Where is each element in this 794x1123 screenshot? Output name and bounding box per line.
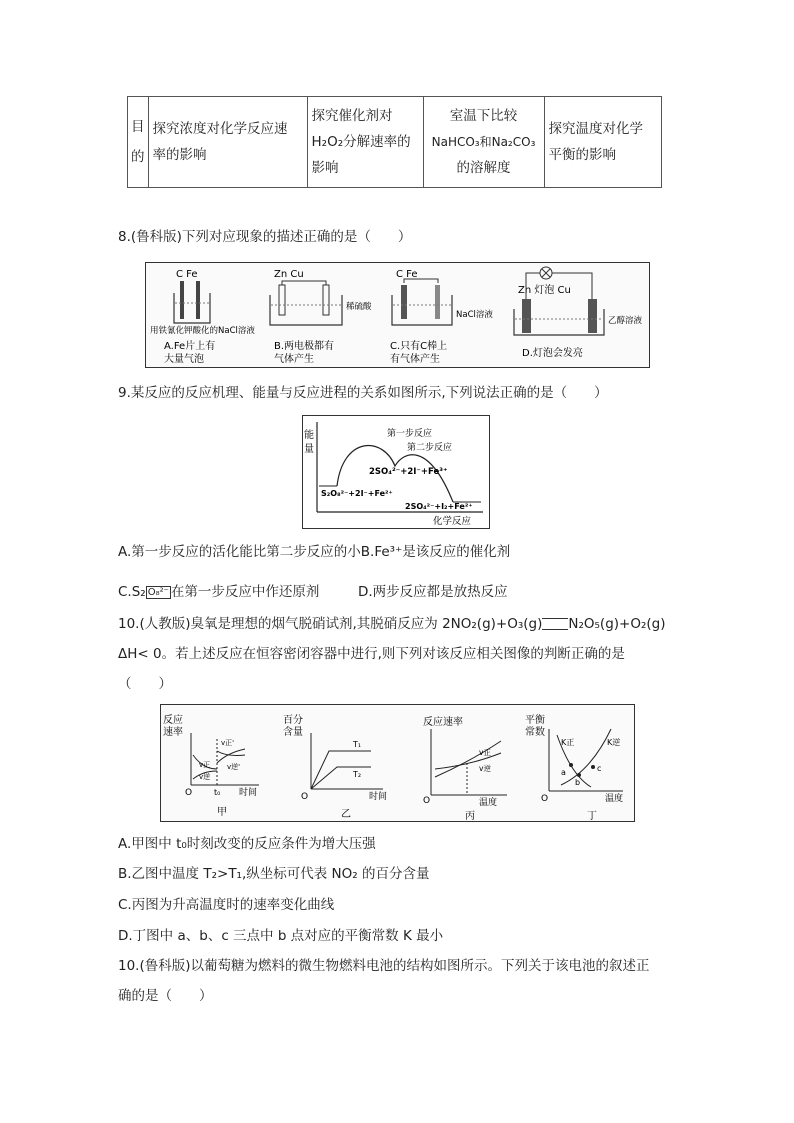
equilibrium-arrow-icon [542,618,568,630]
q9-energy-diagram [303,416,489,528]
x-label: 化学反应 [433,516,472,527]
cell-text: 探究温度对化学 [548,121,643,137]
q9-option-c [118,580,508,600]
ding-y2: 常数 [525,727,545,738]
c-caption-2: 有气体产生 [390,354,440,365]
bing-vn: v逆 [479,764,491,773]
a-caption-1: A.Fe片上有 [164,341,216,352]
ding-c: c [597,764,602,773]
q10-line-3: （ ） [118,676,172,692]
row-head: 目的 [128,97,149,188]
jia-vz1: v正' [221,739,235,747]
y-label-2: 量 [304,444,314,455]
cell-catalyst [307,97,423,188]
bing-vz: v正 [479,748,491,757]
yi-y2: 含量 [283,727,303,738]
ding-kn: K逆 [607,738,621,747]
q9-figure [302,415,490,529]
question-9-stem: 9.某反应的反应机理、能量与反应进程的关系如图所示,下列说法正确的是（ ） [118,385,608,401]
a-electrodes-label: C Fe [176,269,198,280]
yi-t1: T₁ [353,740,362,749]
q10-option-b: B.乙图中温度 T₂>T₁,纵坐标可代表 NO₂ 的百分含量 [118,866,430,882]
cell-text: 平衡的影响 [548,147,616,163]
y-label-1: 能 [304,430,314,441]
ding-a: a [561,768,566,777]
q10-option-a: A.甲图中 t₀时刻改变的反应条件为增大压强 [118,836,376,852]
a-caption-2: 大量气泡 [164,354,204,365]
goal-table [127,96,662,188]
jia-o: O [185,788,193,798]
question-11-line-2: 确的是（ ） [118,988,213,1004]
cell-text: 探究浓度对化学反应速 [152,121,288,137]
bing-x: 温度 [479,798,498,808]
d-caption: D.灯泡会发亮 [522,348,583,359]
jia-y1: 反应 [163,715,183,726]
yi-t2: T₂ [353,770,362,779]
jia-vz2: v逆' [227,763,241,771]
c-electrodes-label: C Fe [396,269,418,280]
cell-concentration [148,97,307,188]
jia-name: 甲 [217,807,227,818]
q10-line-2: ΔH< 0。若上述反应在恒容密闭容器中进行,则下列对该反应相关图像的判断正确的是 [118,646,625,662]
cell-text: NaHCO₃和Na₂CO₃ [431,135,536,149]
b-electrodes-label: Zn Cu [274,269,304,280]
step1-label: 第一步反应 [387,429,433,439]
c-solution-label: NaCl溶液 [456,310,493,320]
q9-option-a: A.第一步反应的活化能比第二步反应的小B.Fe³⁺是该反应的催化剂 [118,544,511,560]
b-solution-label: 稀硫酸 [346,302,372,312]
b-caption-2: 气体产生 [274,354,314,365]
cell-text: H₂O₂分解速率的 [311,134,411,150]
question-8-stem: 8.(鲁科版)下列对应现象的描述正确的是（ ） [118,229,412,245]
cell-text: 探究催化剂对 [311,108,393,124]
question-10-stem [118,613,665,635]
step2-label: 第二步反应 [407,443,453,453]
q10-option-d: D.丁图中 a、b、c 三点中 b 点对应的平衡常数 K 最小 [118,928,444,944]
ding-name: 丁 [587,811,597,821]
q10-figure [160,704,635,822]
b-caption-1: B.两电极都有 [274,341,335,352]
q10-stem-pre: 10.(人教版)臭氧是理想的烟气脱硝试剂,其脱硝反应为 2NO₂(g)+O₃(g) [118,616,543,632]
ding-kz: K正 [561,738,575,747]
question-11-line-1: 10.(鲁科版)以葡萄糖为燃料的微生物燃料电池的结构如图所示。下列关于该电池的叙述正 [118,958,650,974]
ding-x: 温度 [605,794,624,804]
d-electrodes-label: Zn 灯泡 Cu [518,285,571,296]
yi-name: 乙 [341,809,351,820]
bing-name: 丙 [465,811,475,821]
jia-vn: v逆 [199,773,211,781]
jia-v: v正 [199,761,211,769]
q10-stem-post: N₂O₅(g)+O₂(g) [568,616,666,632]
q9-option-c-pre: C.S₂ [118,584,146,600]
q9-option-c-post: 在第一步反应中作还原剂 [170,584,320,600]
cell-temperature [544,97,661,188]
ding-b: b [575,778,581,787]
jia-t0: t₀ [214,788,221,797]
q9-option-d: D.两步反应都是放热反应 [357,584,508,600]
yi-y1: 百分 [283,715,303,726]
yi-o: O [301,792,309,802]
jia-y2: 速率 [163,727,183,738]
c-caption-1: C.只有C棒上 [390,341,448,352]
cell-text: 室温下比较 [449,108,518,124]
d-solution-label: 乙醇溶液 [608,316,643,326]
cell-text: 影响 [311,160,339,176]
cell-text: 的溶解度 [456,160,511,176]
q10-option-c: C.丙图为升高温度时的速率变化曲线 [118,897,335,913]
bing-o: O [423,796,431,806]
q8-figure [145,262,650,368]
yi-x: 时间 [369,792,388,802]
q8-apparatus [146,263,649,367]
cell-solubility [423,97,544,188]
end-species: 2SO₄²⁻+I₂+Fe²⁺ [405,502,473,511]
q9-option-c-box: O₈²⁻ [147,586,169,598]
bing-y: 反应速率 [423,717,463,728]
a-solution-label: 用铁氰化钾酸化的NaCl溶液 [150,326,255,336]
ding-y1: 平衡 [525,715,545,726]
jia-x: 时间 [239,788,258,798]
mid-species: 2SO₄²⁻+2I⁻+Fe³⁺ [369,467,448,477]
q10-graphs [161,705,634,821]
start-species: S₂O₈²⁻+2I⁻+Fe²⁺ [321,489,393,498]
ding-o: O [541,794,549,804]
cell-text: 率的影响 [152,147,207,163]
